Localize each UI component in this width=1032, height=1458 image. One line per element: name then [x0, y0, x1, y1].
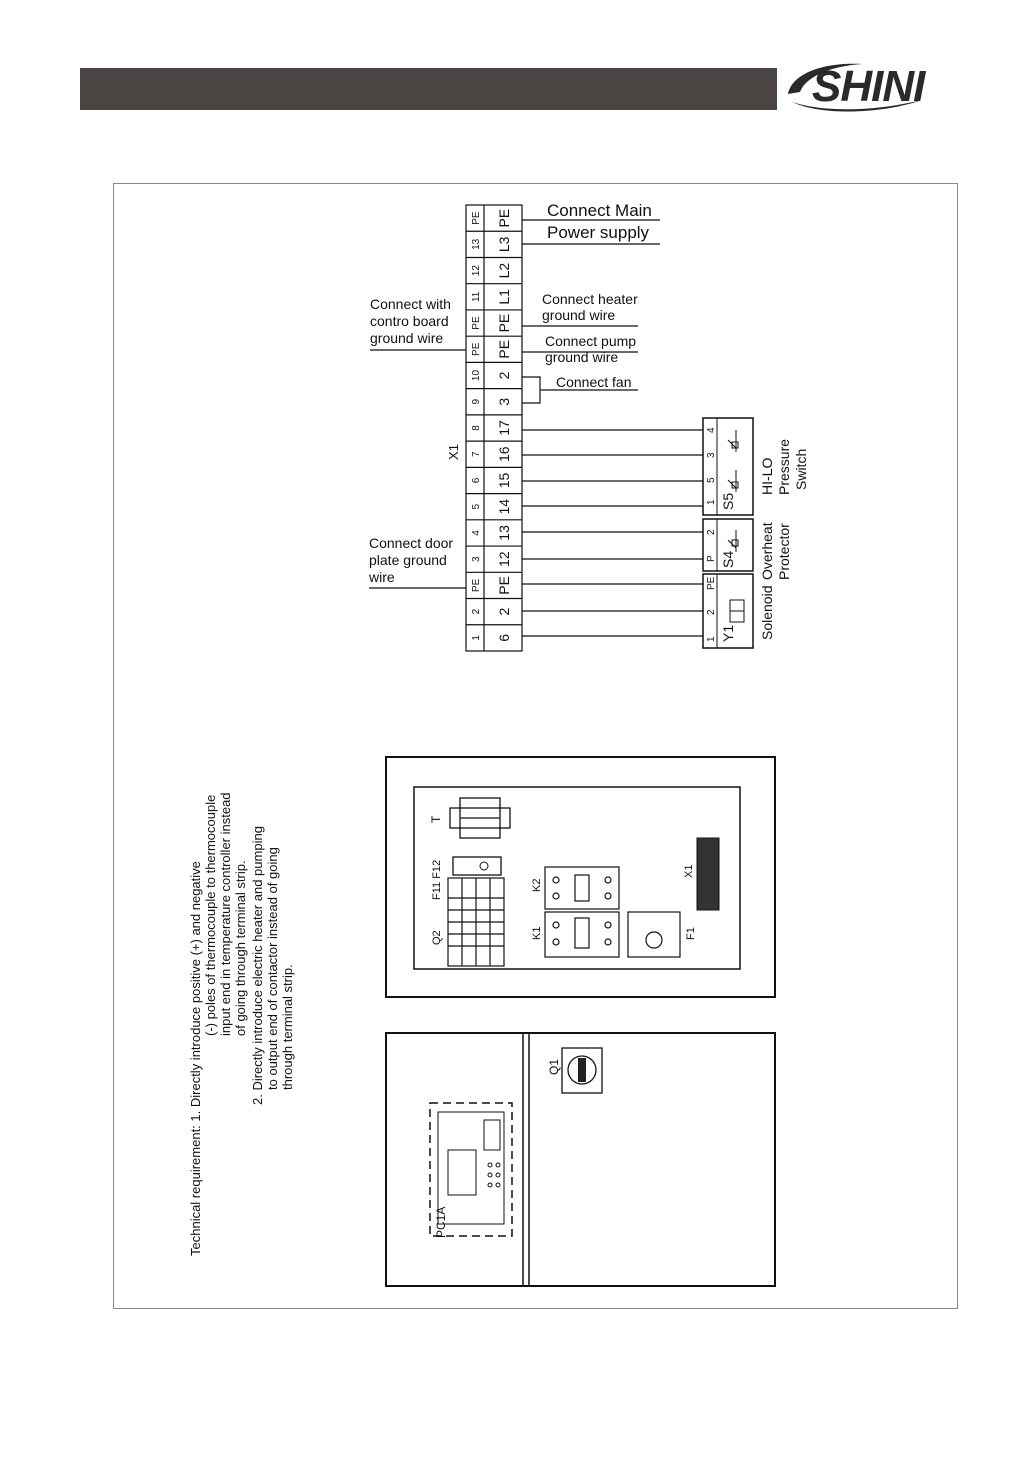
terminal-top-number: 5: [471, 503, 482, 510]
solenoid-name: Solenoid: [759, 585, 775, 640]
terminal-wire-number: 17: [496, 420, 512, 436]
panel-label-f11-f12: F11 F12: [431, 859, 443, 900]
terminal-wire-number: L1: [496, 289, 512, 305]
terminal-top-number: PE: [471, 316, 482, 330]
panel-label-q2: Q2: [431, 930, 443, 945]
terminal-wire-number: 2: [496, 371, 512, 380]
overheat-t1: P: [706, 555, 717, 562]
terminal-wire-number: 15: [496, 472, 512, 489]
terminal-wire-number: PE: [496, 576, 512, 595]
terminal-top-number: 6: [471, 477, 482, 484]
solenoid-tag: Y1: [720, 624, 736, 642]
contactor-k2: [545, 867, 619, 909]
terminal-top-number: 2: [471, 608, 482, 615]
terminal-wire-number: 3: [496, 397, 512, 406]
terminal-top-number: PE: [471, 211, 482, 225]
pressure-switch-t4: 4: [706, 427, 717, 433]
door-label-q1: Q1: [547, 1058, 561, 1075]
terminal-wire-number: PE: [496, 339, 512, 359]
terminal-wire-number: PE: [496, 208, 512, 228]
pressure-switch-t2: 5: [706, 477, 717, 483]
terminal-top-number: 8: [471, 425, 482, 431]
tech-req-line4: of going through terminal strip.: [233, 860, 248, 1036]
door-plate-line2: plate ground: [369, 552, 447, 568]
pressure-switch-tag: S5: [720, 492, 736, 510]
panel-label-t: T: [429, 815, 443, 823]
contactor-k1: [545, 912, 619, 957]
terminal-wire-number: 16: [496, 446, 512, 463]
terminal-top-number: 4: [471, 530, 482, 536]
panel-label-k2: K2: [531, 878, 543, 892]
terminal-strip-label: X1: [446, 444, 461, 460]
tech-req-line6: to output end of contactor instead of going: [265, 847, 280, 1090]
solenoid-t3: PE: [706, 576, 717, 590]
heater-ground-line1: Connect heater: [542, 291, 638, 307]
pressure-switch-t3: 3: [706, 452, 717, 458]
control-board-line1: Connect with: [370, 296, 451, 312]
terminal-top-number: 1: [471, 635, 482, 641]
control-board-line2: contro board: [370, 313, 449, 329]
tech-req-line2: (-) poles of thermocouple to thermocouple: [203, 794, 218, 1036]
solenoid-t1: 1: [706, 636, 717, 642]
breaker-q2: [448, 878, 504, 966]
terminal-wire-number: L2: [496, 262, 512, 279]
solenoid-t2: 2: [706, 609, 717, 615]
terminal-top-number: 7: [471, 451, 482, 458]
tech-req-line3: input end in temperature controller instead: [218, 792, 233, 1036]
panel-label-x1: X1: [683, 864, 695, 878]
terminal-top-number: 13: [471, 238, 482, 250]
terminal-top-number: PE: [471, 578, 482, 593]
terminal-top-number: 11: [471, 291, 482, 303]
pressure-switch-name3: Switch: [793, 448, 809, 490]
terminal-top-number: 3: [471, 556, 482, 562]
pressure-switch-t1: 1: [706, 499, 717, 505]
overheat-t2: 2: [706, 529, 717, 535]
overload-f1: [628, 912, 680, 957]
terminal-wire-number: 12: [496, 551, 512, 567]
pressure-switch-name1: HI-LO: [759, 457, 775, 495]
fan-label: Connect fan: [556, 374, 632, 390]
panel-label-f1: F1: [685, 927, 697, 940]
terminal-wire-number: PE: [496, 313, 512, 333]
transformer-symbol: [450, 798, 510, 838]
terminal-wire-number: 6: [496, 633, 512, 642]
terminal-block-x1: [697, 838, 719, 910]
overheat-name2: Protector: [776, 523, 792, 580]
tech-req-line7: through terminal strip.: [280, 964, 295, 1090]
door-plate-line3: wire: [369, 569, 395, 585]
terminal-top-number: 10: [471, 369, 482, 382]
control-board-line3: ground wire: [370, 330, 444, 346]
tech-req-line1: Technical requirement: 1. Directly introduce positive (+) and negative: [188, 861, 203, 1256]
pump-ground-line1: Connect pump: [545, 333, 637, 349]
overheat-tag: S4: [720, 550, 736, 568]
pressure-switch-name2: Pressure: [776, 438, 792, 495]
heater-ground-line2: ground wire: [542, 307, 616, 323]
door-plate-line1: Connect door: [369, 535, 454, 551]
main-power-line1: Connect Main: [547, 201, 652, 220]
terminal-wire-number: 2: [496, 607, 512, 616]
terminal-wire-number: 14: [496, 498, 512, 515]
logo-text: SHINI: [812, 62, 925, 111]
terminal-wire-number: L3: [496, 236, 512, 253]
terminal-wire-number: 13: [496, 525, 512, 541]
door-label-pc1a: PC1A: [434, 1206, 448, 1238]
terminal-top-number: 12: [471, 265, 482, 277]
terminal-top-number: PE: [471, 342, 482, 356]
overheat-name1: Overheat: [759, 522, 775, 580]
main-power-line2: Power supply: [547, 223, 650, 242]
tech-req-line5: 2. Directly introduce electric heater and pumping: [250, 826, 265, 1105]
panel-label-k1: K1: [531, 926, 543, 940]
pump-ground-line2: ground wire: [545, 349, 619, 365]
terminal-top-number: 9: [471, 398, 482, 405]
